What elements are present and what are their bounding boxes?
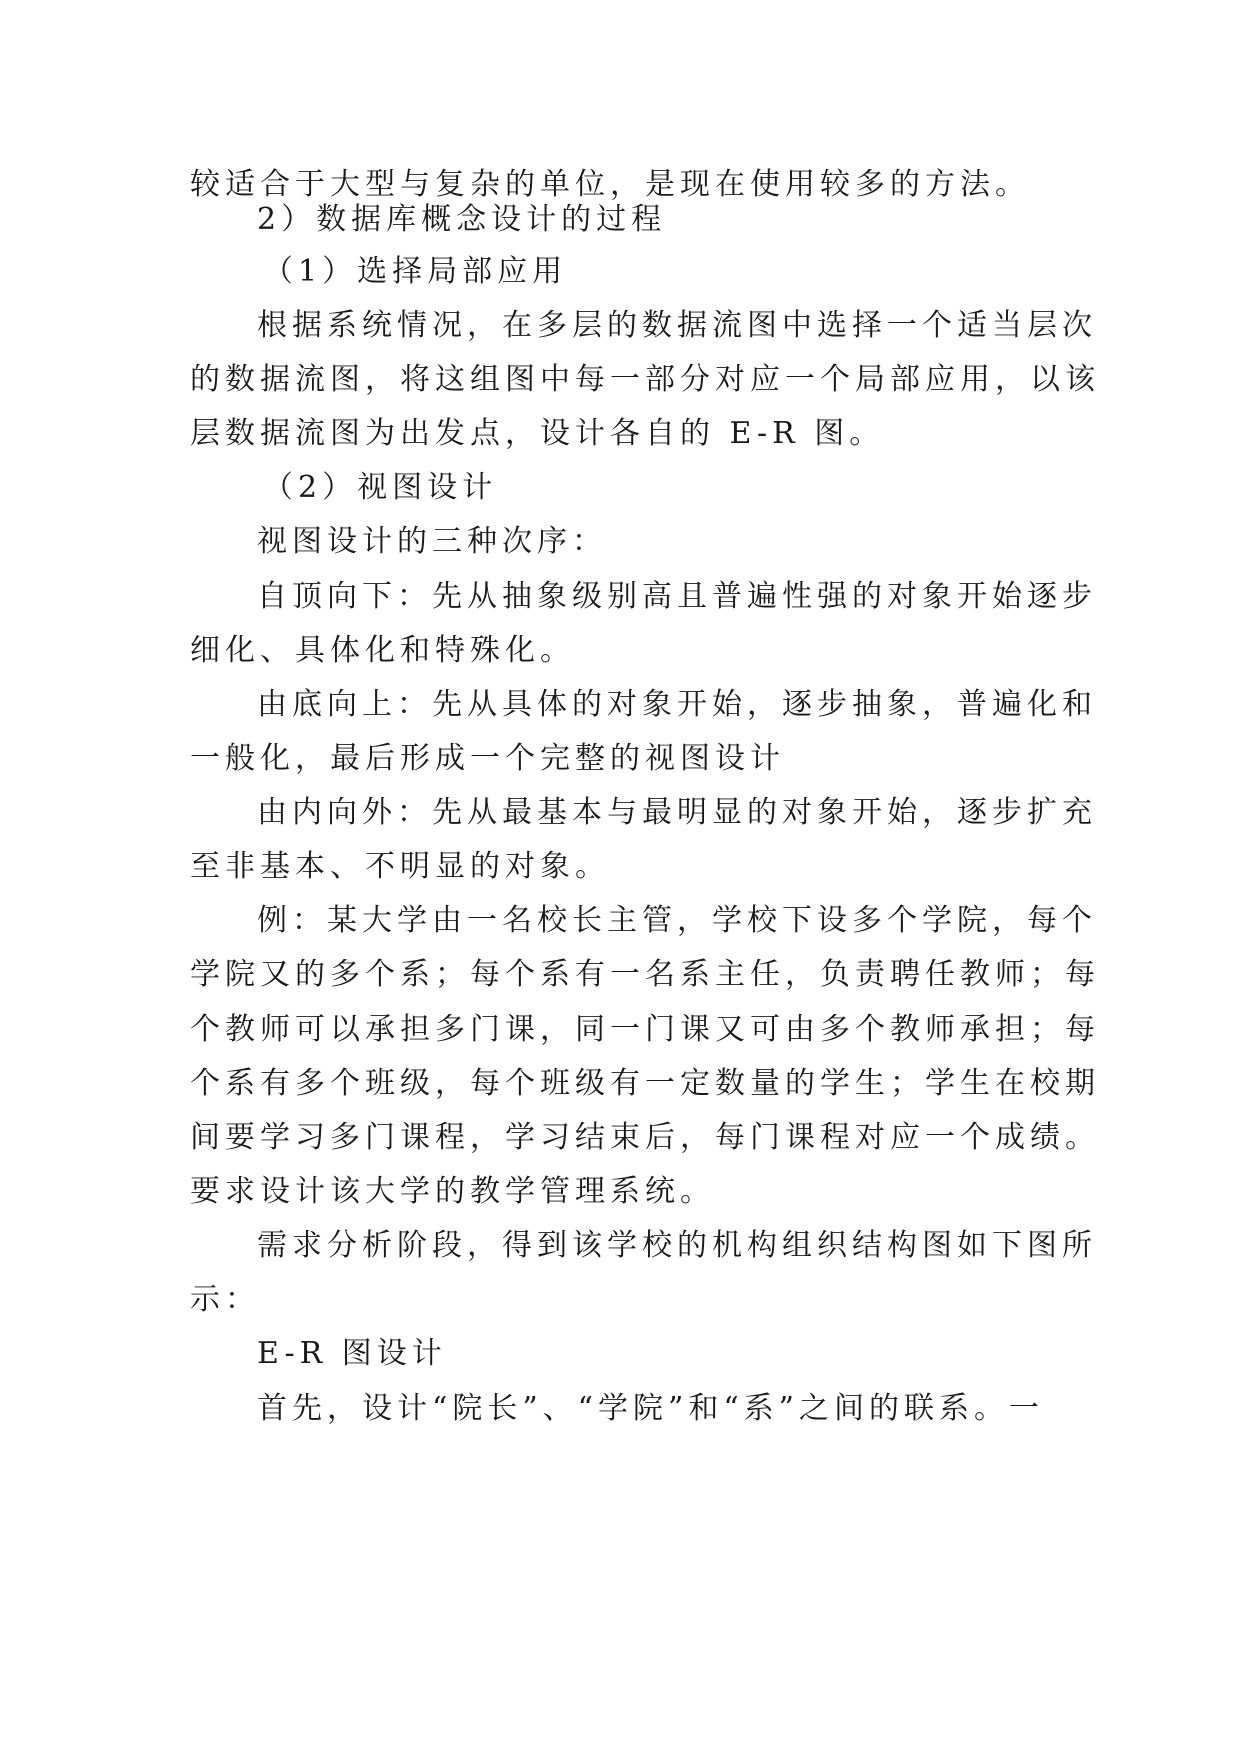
text-line: 需求分析阶段，得到该学校的机构组织结构图如下图所 (257, 1228, 1097, 1263)
text-line: 个教师可以承担多门课，同一门课又可由多个教师承担；每 (190, 1012, 1100, 1047)
text-line: 较适合于大型与复杂的单位，是现在使用较多的方法。 (190, 167, 1030, 202)
text-line: 视图设计的三种次序： (257, 524, 607, 559)
subsection-heading: （2）视图设计 (263, 470, 498, 505)
text-line: 的数据流图，将这组图中每一部分对应一个局部应用，以该 (190, 362, 1100, 397)
text-line: 细化、具体化和特殊化。 (190, 633, 575, 668)
text-line: 要求设计该大学的教学管理系统。 (190, 1174, 715, 1209)
text-line: 根据系统情况，在多层的数据流图中选择一个适当层次 (257, 308, 1097, 343)
text-line: 间要学习多门课程，学习结束后，每门课程对应一个成绩。 (190, 1120, 1100, 1155)
section-heading: 2）数据库概念设计的过程 (257, 202, 667, 237)
text-line: 一般化，最后形成一个完整的视图设计 (190, 741, 785, 776)
text-line: 学院又的多个系；每个系有一名系主任，负责聘任教师；每 (190, 957, 1100, 992)
text-line: 例：某大学由一名校长主管，学校下设多个学院，每个 (257, 903, 1097, 938)
text-line: 层数据流图为出发点，设计各自的 E-R 图。 (190, 416, 885, 451)
subsection-heading: （1）选择局部应用 (263, 254, 568, 289)
text-line: 示： (190, 1282, 260, 1317)
text-line: 自顶向下：先从抽象级别高且普遍性强的对象开始逐步 (257, 579, 1097, 614)
text-line: 个系有多个班级，每个班级有一定数量的学生；学生在校期 (190, 1066, 1100, 1101)
subsection-heading: E-R 图设计 (257, 1336, 447, 1371)
text-line: 由内向外：先从最基本与最明显的对象开始，逐步扩充 (257, 795, 1097, 830)
text-line: 首先，设计“院长”、“学院”和“系”之间的联系。一 (257, 1391, 1045, 1426)
text-line: 至非基本、不明显的对象。 (190, 849, 610, 884)
text-line: 由底向上：先从具体的对象开始，逐步抽象，普遍化和 (257, 687, 1097, 722)
